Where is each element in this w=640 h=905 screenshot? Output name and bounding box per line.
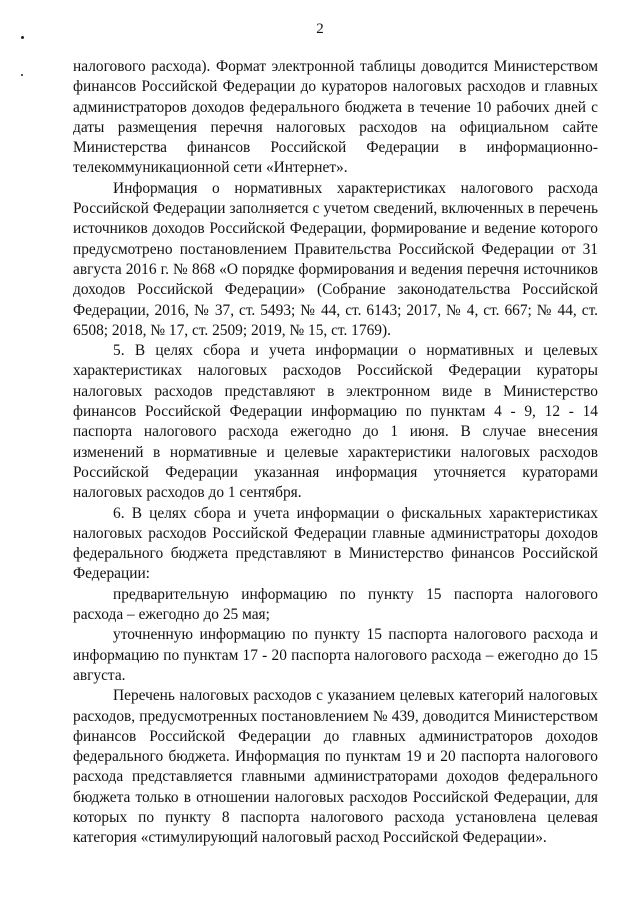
paragraph-tax-expenditure-list: Перечень налоговых расходов с указанием целевых категорий налоговых расходов, предусмотренных постановлением № 439, доводится Министерством финансов Российской Федерации до главных администраторов доходов федерального бюджета. Информация по пунктам 19 и 20 паспорта налогового расхода представляется главными администраторами доходов федерального бюджета только в отношении налоговых расходов Российской Федерации, для которых по пункту 8 паспорта налогового расхода установлена целевая категория «стимулирующий налоговый расход Российской Федерации». [73, 687, 598, 847]
paragraph-updated-info: уточненную информацию по пункту 15 паспорта налогового расхода и информацию по пунктам 17 - 20 паспорта налогового расхода – ежегодно до 15 августа. [73, 626, 598, 684]
scan-speck-mark [21, 74, 23, 76]
paragraph-preliminary-info: предварительную информацию по пункту 15 паспорта налогового расхода – ежегодно до 25 мая; [73, 585, 598, 624]
document-body [73, 57, 598, 849]
paragraph-item-6: 6. В целях сбора и учета информации о фискальных характеристиках налоговых расходов Российской Федерации главные администраторы доходов федерального бюджета представляют в Министерство финансов Российской Федерации: [73, 504, 598, 583]
paragraph-normative-info: Информация о нормативных характеристиках налогового расхода Российской Федерации заполняется с учетом сведений, включенных в перечень источников доходов Российской Федерации, формирование и ведение которого предусмотрено постановлением Правительства Российской Федерации от 31 августа 2016 г. № 868 «О порядке формирования и ведения перечня источников доходов Российской Федерации» (Собрание законодательства Российской Федерации, 2016, № 37, ст. 5493; № 44, ст. 6143; 2017, № 4, ст. 667; № 44, ст. 6508; 2018, № 17, ст. 2509; 2019, № 15, ст. 1769). [73, 179, 598, 339]
paragraph-item-5: 5. В целях сбора и учета информации о нормативных и целевых характеристиках налоговых расходов Российской Федерации кураторы налоговых расходов представляют в электронном виде в Министерство финансов Российской Федерации информацию по пунктам 4 - 9, 12 - 14 паспорта налогового расхода ежегодно до 1 июня. В случае внесения изменений в нормативные и целевые характеристики налоговых расходов Российской Федерации указанная информация уточняется кураторами налоговых расходов до 1 сентября. [73, 342, 598, 502]
page-number: 2 [316, 21, 324, 37]
paragraph-continuation: налогового расхода). Формат электронной таблицы доводится Министерством финансов Российской Федерации до кураторов налоговых расходов и главных администраторов доходов федерального бюджета в течение 10 рабочих дней с даты размещения перечня налоговых расходов на официальном сайте Министерства финансов Российской Федерации в информационно-телекоммуникационной сети «Интернет». [73, 58, 598, 177]
scan-speck-mark [21, 36, 24, 39]
